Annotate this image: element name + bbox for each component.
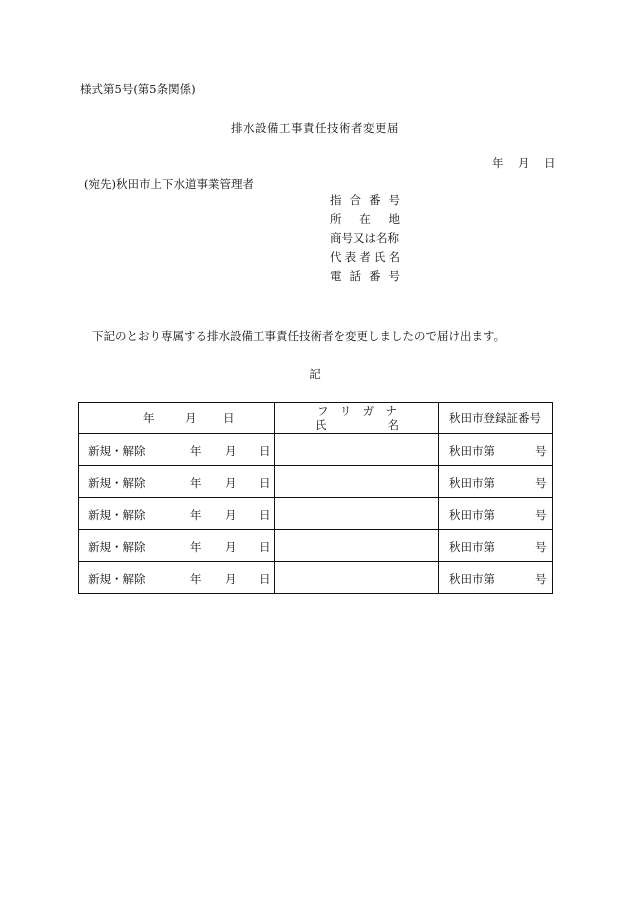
row-reg-prefix: 秋田市第: [449, 476, 495, 490]
row-year: 年: [190, 444, 202, 458]
label-phone: [330, 268, 400, 284]
furigana-char: ナ: [385, 404, 397, 418]
row-year: 年: [190, 572, 202, 586]
row-day: 日: [259, 572, 271, 586]
label-char: 番: [369, 269, 381, 283]
row-registration-cell: [439, 434, 553, 466]
row-reg-suffix: 号: [535, 444, 547, 458]
table-header-row: [79, 403, 553, 434]
label-char: 合: [349, 193, 361, 207]
row-year: 年: [190, 540, 202, 554]
row-type: 新規・解除: [88, 508, 146, 522]
row-type: 新規・解除: [88, 572, 146, 586]
label-char: 話: [349, 269, 361, 283]
row-type: 新規・解除: [88, 476, 146, 490]
document-title: 排水設備工事責任技術者変更届: [231, 121, 399, 135]
row-name-cell[interactable]: [275, 498, 439, 530]
label-representative: [330, 249, 400, 265]
label-char: 在: [359, 212, 371, 226]
header-furigana: [317, 404, 397, 418]
label-char: 地: [388, 212, 400, 226]
row-day: 日: [259, 540, 271, 554]
label-char: 氏: [373, 250, 386, 264]
row-month: 月: [225, 476, 237, 490]
row-day: 日: [259, 508, 271, 522]
row-date-cell: [79, 530, 275, 562]
row-year: 年: [190, 508, 202, 522]
furigana-char: ガ: [362, 404, 375, 418]
row-year: 年: [190, 476, 202, 490]
ki-heading: 記: [309, 367, 321, 381]
row-name-cell[interactable]: [275, 530, 439, 562]
header-registration: 秋田市登録証番号: [439, 403, 553, 434]
table-row: [79, 466, 553, 498]
row-reg-prefix: 秋田市第: [449, 540, 495, 554]
row-name-cell[interactable]: [275, 434, 439, 466]
table-row: [79, 530, 553, 562]
row-registration-cell: [439, 498, 553, 530]
addressee: (宛先)秋田市上下水道事業管理者: [84, 177, 254, 191]
row-date-cell: [79, 498, 275, 530]
furigana-char: リ: [339, 404, 352, 418]
row-month: 月: [225, 444, 237, 458]
row-month: 月: [225, 572, 237, 586]
row-day: 日: [259, 444, 271, 458]
label-char: 名: [388, 250, 400, 264]
label-address: [330, 211, 400, 227]
statement-text: 下記のとおり専属する排水設備工事責任技術者を変更しましたので届け出ます。: [92, 329, 506, 343]
header-year: 年: [143, 411, 155, 425]
header-day: 日: [223, 411, 235, 425]
label-designation-number: [330, 192, 400, 208]
label-text: 商号又は名称: [330, 231, 399, 245]
row-reg-suffix: 号: [535, 572, 547, 586]
row-date-cell: [79, 562, 275, 594]
name-char: 氏: [315, 418, 327, 432]
form-number: 様式第5号(第5条関係): [80, 82, 196, 96]
header-date: [79, 403, 275, 434]
row-reg-prefix: 秋田市第: [449, 572, 495, 586]
submission-date: [492, 155, 556, 171]
label-char: 番: [369, 193, 381, 207]
header-name: [275, 403, 439, 434]
label-char: 号: [388, 269, 400, 283]
table-row: [79, 498, 553, 530]
row-month: 月: [225, 540, 237, 554]
row-reg-prefix: 秋田市第: [449, 508, 495, 522]
label-char: 代: [330, 250, 342, 264]
row-reg-suffix: 号: [535, 476, 547, 490]
row-day: 日: [259, 476, 271, 490]
records-table: [78, 402, 553, 594]
row-registration-cell: [439, 466, 553, 498]
date-year: 年: [492, 156, 504, 170]
name-char: 名: [387, 418, 399, 432]
row-type: 新規・解除: [88, 540, 146, 554]
date-day: 日: [544, 156, 556, 170]
row-date-cell: [79, 466, 275, 498]
row-reg-suffix: 号: [535, 508, 547, 522]
label-char: 所: [330, 212, 342, 226]
date-month: 月: [518, 156, 530, 170]
row-reg-prefix: 秋田市第: [449, 444, 495, 458]
row-type: 新規・解除: [88, 444, 146, 458]
row-name-cell[interactable]: [275, 562, 439, 594]
label-char: 表: [344, 250, 357, 264]
row-reg-suffix: 号: [535, 540, 547, 554]
row-month: 月: [225, 508, 237, 522]
table-row: [79, 562, 553, 594]
table-row: [79, 434, 553, 466]
label-trade-name: [330, 230, 400, 246]
row-date-cell: [79, 434, 275, 466]
label-char: 者: [359, 250, 371, 264]
header-shimei: [315, 418, 399, 432]
header-month: 月: [185, 411, 197, 425]
row-registration-cell: [439, 530, 553, 562]
label-char: 電: [330, 269, 342, 283]
row-registration-cell: [439, 562, 553, 594]
row-name-cell[interactable]: [275, 466, 439, 498]
label-char: 号: [388, 193, 400, 207]
label-char: 指: [330, 193, 342, 207]
furigana-char: フ: [317, 404, 329, 418]
